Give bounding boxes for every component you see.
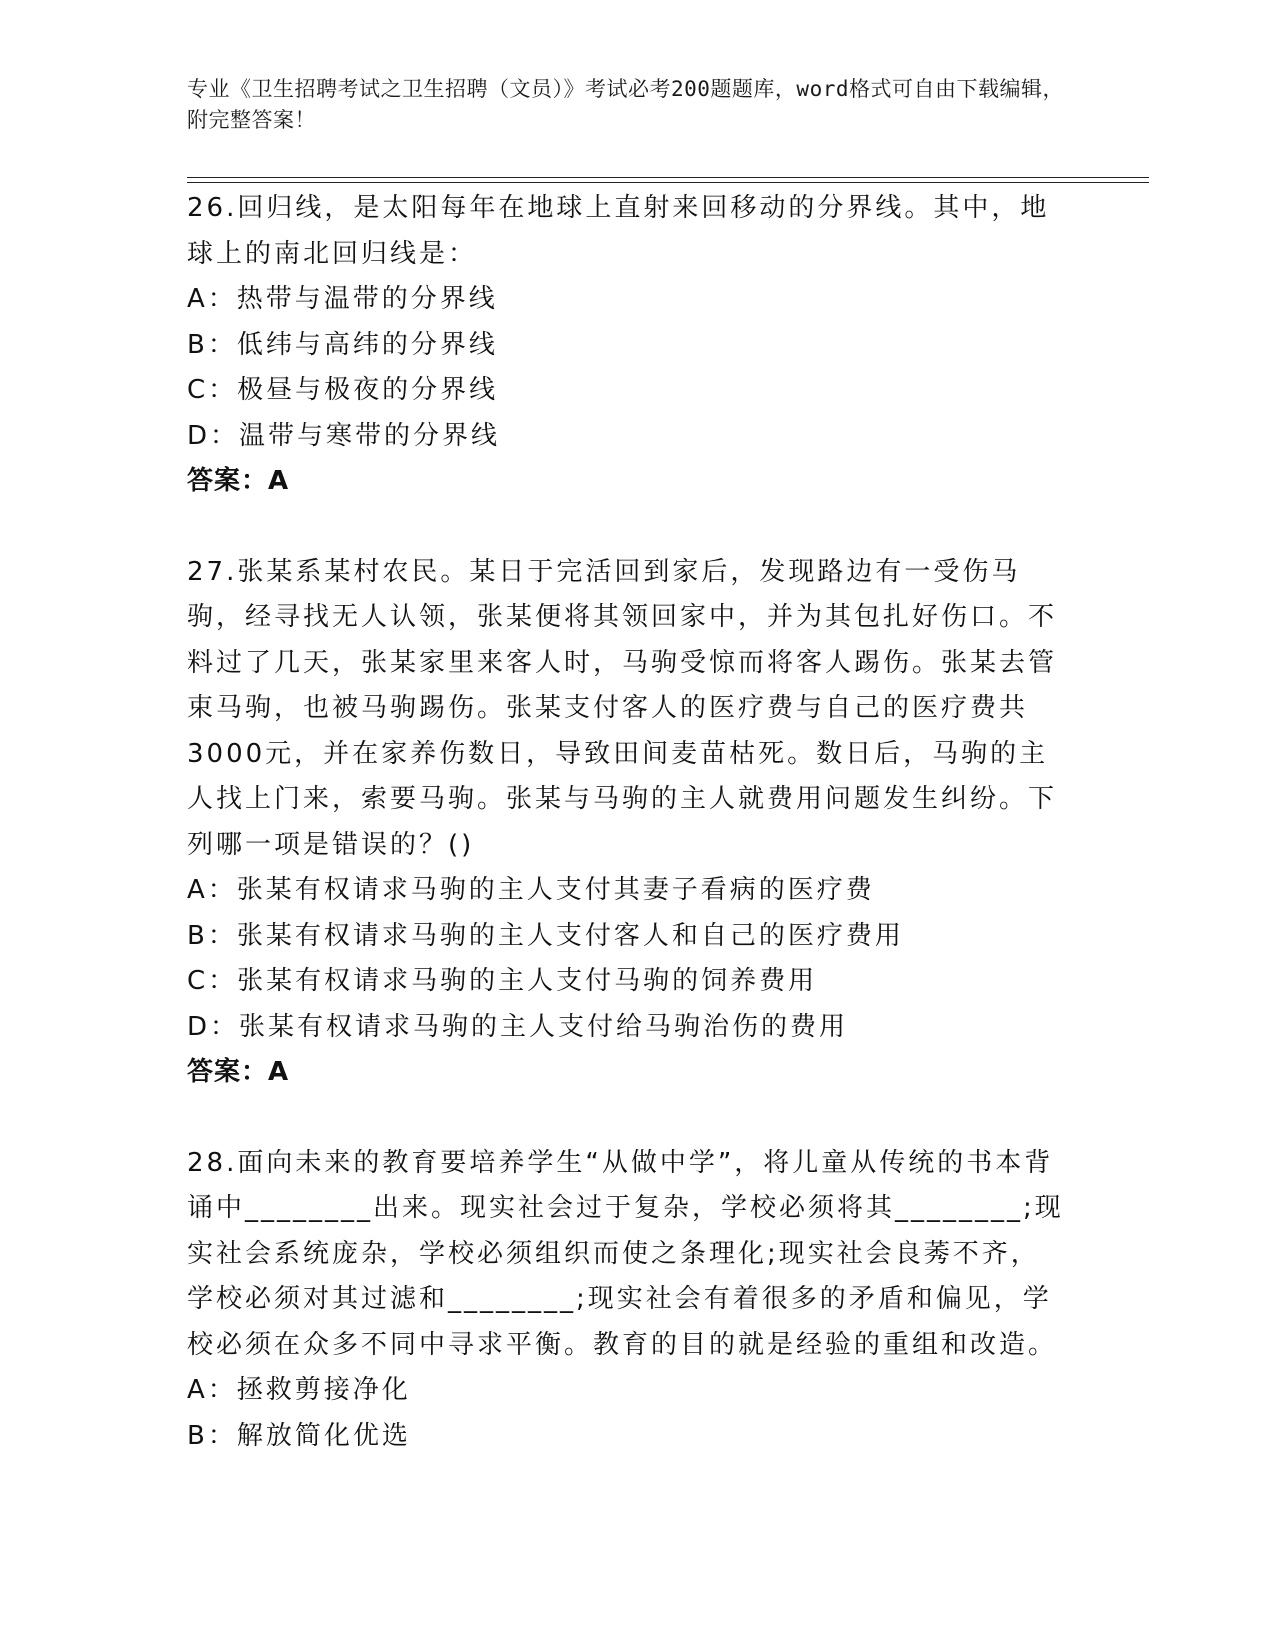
option-c: C：极昼与极夜的分界线 bbox=[187, 375, 499, 405]
question-stem: 27.张某系某村农民。某日于完活回到家后，发现路边有一受伤马驹，经寻找无人认领，张某便将其领回家中，并为其包扎好伤口。不料过了几天，张某家里来客人时，马驹受惊而将客人踢伤。张某去管束马驹，也被马驹踢伤。张某支付客人的医疗费与自己的医疗费共3000元，并在家养伤数日，导致田间麦苗枯死。数日后，马驹的主人找上门来，索要马驹。张某与马驹的主人就费用问题发生纠纷。下列哪一项是错误的？() bbox=[187, 556, 1058, 860]
question-stem: 28.面向未来的教育要培养学生“从做中学”，将儿童从传统的书本背诵中________出来。现实社会过于复杂，学校必须将其________;现实社会系统庞杂，学校必须组织而使之条理化;现实社会良莠不齐，学校必须对其过滤和________;现实社会有着很多的矛盾和偏见，学校必须在众多不同中寻求平衡。教育的目的就是经验的重组和改造。 bbox=[187, 1147, 1064, 1360]
question-stem: 26.回归线，是太阳每年在地球上直射来回移动的分界线。其中，地球上的南北回归线是： bbox=[187, 193, 1050, 269]
header-rule-bottom bbox=[187, 182, 1149, 183]
option-b: B：张某有权请求马驹的主人支付客人和自己的医疗费用 bbox=[187, 920, 904, 951]
question-28 bbox=[187, 1141, 1067, 1460]
option-b: B：低纬与高纬的分界线 bbox=[187, 329, 498, 360]
answer-line: 答案：A bbox=[187, 1057, 290, 1087]
document-header: 专业《卫生招聘考试之卫生招聘（文员）》考试必考200题题库，word格式可自由下载编辑，附完整答案！ bbox=[187, 77, 1064, 132]
option-d: D：张某有权请求马驹的主人支付给马驹治伤的费用 bbox=[187, 1011, 849, 1042]
header-rule-top bbox=[187, 177, 1149, 178]
question-27 bbox=[187, 550, 1067, 1096]
option-a: A：热带与温带的分界线 bbox=[187, 284, 498, 314]
option-a: A：拯救剪接净化 bbox=[187, 1375, 411, 1405]
option-a: A：张某有权请求马驹的主人支付其妻子看病的医疗费 bbox=[187, 875, 875, 905]
option-d: D：温带与寒带的分界线 bbox=[187, 420, 501, 451]
option-c: C：张某有权请求马驹的主人支付马驹的饲养费用 bbox=[187, 966, 818, 996]
answer-line: 答案：A bbox=[187, 466, 290, 496]
question-26 bbox=[187, 186, 1067, 505]
question-list bbox=[187, 186, 1067, 1459]
option-b: B：解放简化优选 bbox=[187, 1420, 411, 1451]
